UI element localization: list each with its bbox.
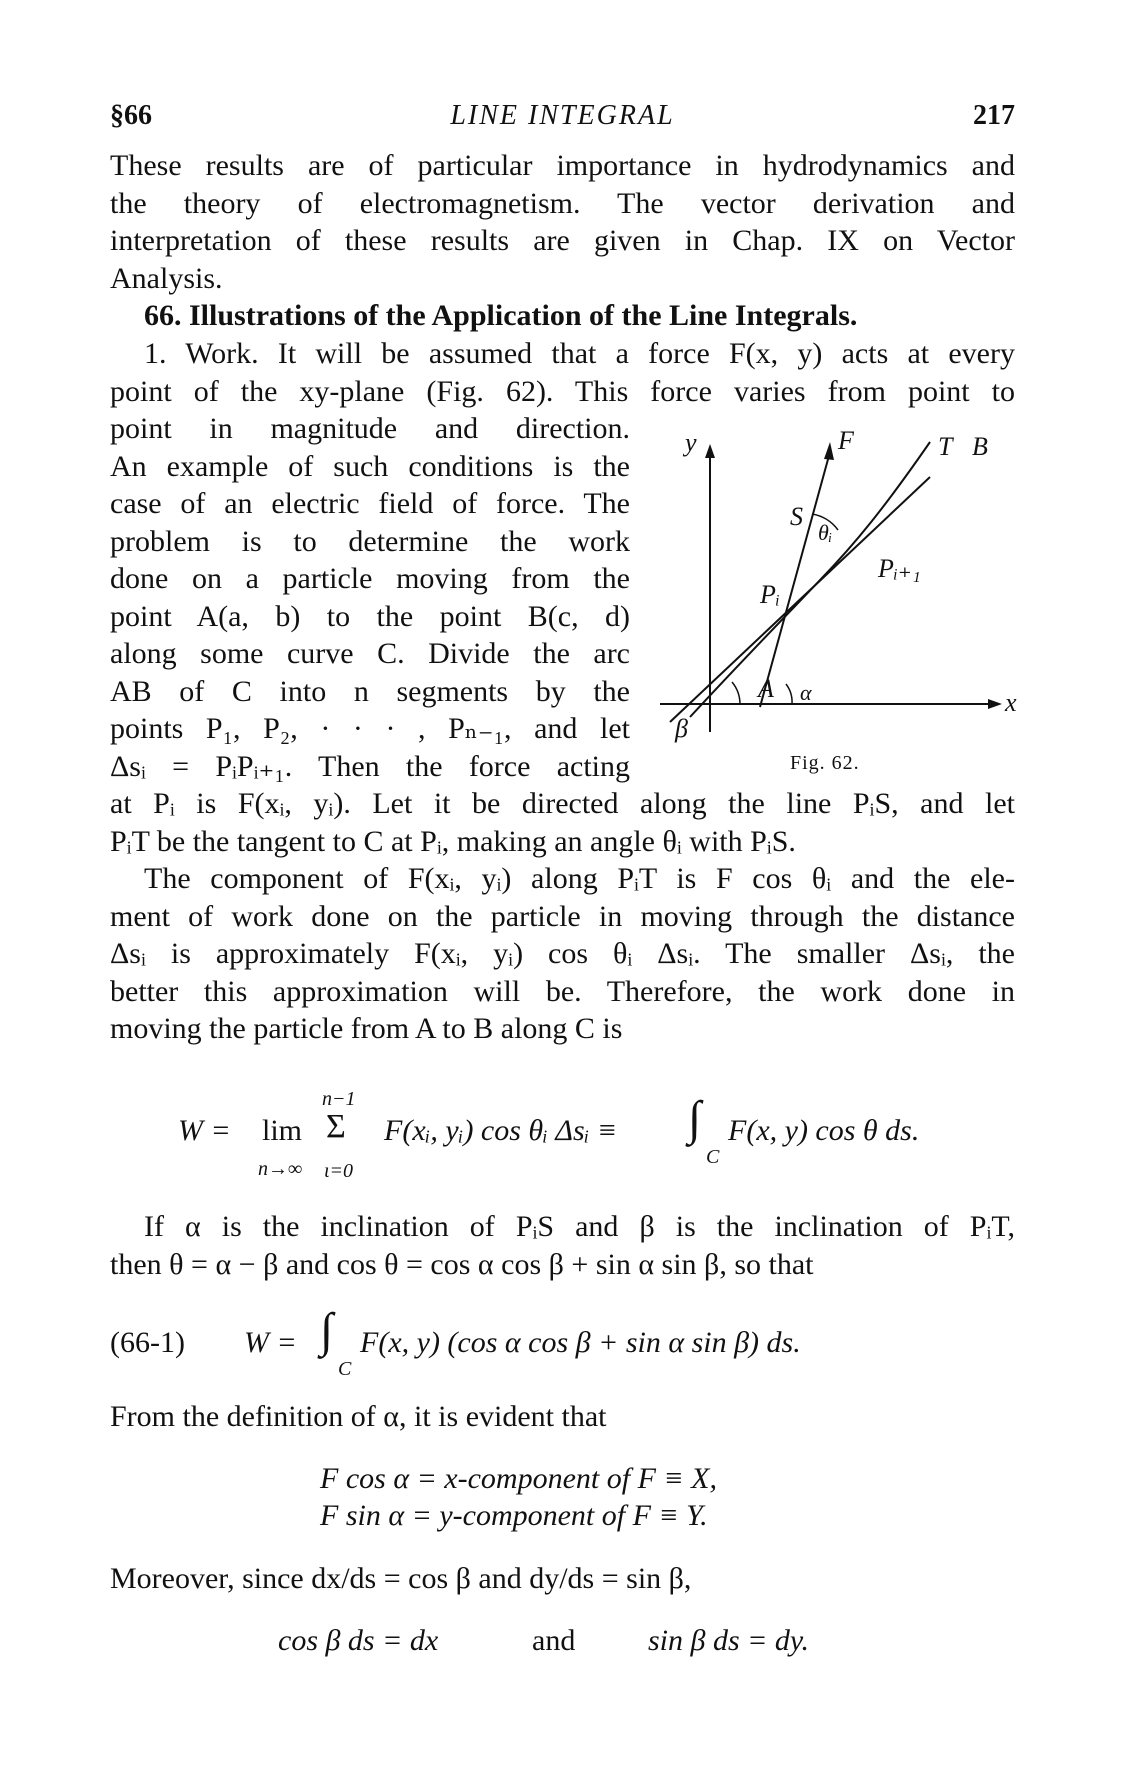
text-line: Δsᵢ is approximately F(xᵢ, yᵢ) cos θᵢ Δsᵢ. The smaller Δsᵢ, the — [110, 937, 1015, 970]
text-line: point in magnitude and direction. — [110, 412, 630, 445]
text-line: ment of work done on the particle in moving through the distance — [110, 899, 1015, 933]
label-a: A — [758, 674, 774, 703]
eq3-line-2: F sin α = y-component of F ≡ Y. — [320, 1499, 708, 1532]
text-line: problem is to determine the work — [110, 524, 630, 558]
force-diagram — [640, 432, 1020, 752]
eq4-right: sin β ds = dy. — [648, 1624, 810, 1657]
eq1-sum-top: n−1 — [322, 1088, 356, 1110]
text-line: An example of such conditions is the — [110, 449, 630, 483]
eq1-lim: lim — [262, 1114, 303, 1147]
text-line: done on a particle moving from the — [110, 562, 630, 595]
if-paragraph — [110, 1208, 1015, 1283]
eq1-sum-icon: Σ — [326, 1108, 346, 1145]
text-line: 1. Work. It will be assumed that a force F(x, y) acts at every — [144, 337, 1015, 370]
intro-paragraph — [110, 147, 1015, 297]
text-line: then θ = α − β and cos θ = cos α cos β + sin α sin β, so that — [110, 1247, 814, 1281]
from-line: From the definition of α, it is evident that — [110, 1400, 607, 1433]
text-line: moving the particle from A to B along C is — [110, 1012, 623, 1045]
figure-62 — [640, 426, 1020, 792]
text-line: PᵢT be the tangent to C at Pᵢ, making an angle θᵢ with PᵢS. — [110, 824, 796, 858]
text-line: AB of C into n segments by the — [110, 674, 630, 708]
alpha-arc — [786, 684, 792, 704]
work-paragraph — [110, 335, 1015, 410]
eq2-rhs: F(x, y) (cos α cos β + sin α sin β) ds. — [360, 1326, 801, 1359]
eq1-int-sub: C — [706, 1146, 720, 1168]
text-line: Δsᵢ = PᵢPᵢ₊₁. Then the force acting — [110, 749, 630, 783]
force-arrow-icon — [824, 442, 834, 460]
eq2-lhs: W = — [244, 1326, 297, 1359]
eq4-left: cos β ds = dx — [278, 1624, 439, 1657]
moreover-line: Moreover, since dx/ds = cos β and dy/ds = sin β, — [110, 1562, 692, 1595]
eq1-rhs: F(x, y) cos θ ds. — [728, 1114, 920, 1147]
label-theta: θᵢ — [818, 520, 833, 545]
text-line: Analysis. — [110, 261, 223, 295]
eq1-integral-icon: ∫ — [688, 1092, 702, 1145]
text-line: point A(a, b) to the point B(c, d) — [110, 599, 630, 633]
page-number: 217 — [973, 100, 1015, 131]
label-x: x — [1005, 688, 1017, 717]
beta-arc — [732, 682, 740, 704]
text-line: at Pᵢ is F(xᵢ, yᵢ). Let it be directed along the line PᵢS, and let — [110, 787, 1015, 820]
wrapped-paragraph — [110, 410, 630, 785]
label-beta: β — [675, 714, 688, 743]
label-s: S — [790, 502, 803, 531]
eq2-integral-icon: ∫ — [320, 1304, 334, 1357]
y-axis-arrow-icon — [705, 444, 715, 458]
text-line: The component of F(xᵢ, yᵢ) along PᵢT is F cos θᵢ and the ele- — [144, 862, 1015, 895]
text-line: point of the xy-plane (Fig. 62). This force varies from point to — [110, 374, 1015, 408]
eq1-lhs: W = — [178, 1114, 231, 1147]
eq1-lim-sub: n→∞ — [258, 1158, 303, 1180]
component-paragraph — [110, 860, 1015, 1048]
after-figure-paragraph — [110, 785, 1015, 860]
eq3-line-1: F cos α = x-component of F ≡ X, — [320, 1462, 717, 1495]
text-line: the theory of electromagnetism. The vector derivation and — [110, 186, 1015, 220]
label-f: F — [838, 426, 854, 455]
text-line: better this approximation will be. Therefore, the work done in — [110, 974, 1015, 1008]
label-y: y — [685, 428, 697, 457]
running-title: LINE INTEGRAL — [450, 100, 675, 131]
running-header — [110, 100, 1015, 140]
eq2-number: (66-1) — [110, 1326, 185, 1359]
label-b: B — [972, 432, 988, 461]
eq2-int-sub: C — [338, 1358, 352, 1380]
text-line: points P₁, P₂, · · · , Pₙ₋₁, and let — [110, 712, 630, 745]
text-line: If α is the inclination of PᵢS and β is the inclination of PᵢT, — [144, 1210, 1015, 1243]
section-number: §66 — [110, 100, 152, 131]
eq1-body: F(xᵢ, yᵢ) cos θᵢ Δsᵢ ≡ — [384, 1114, 618, 1147]
figure-caption: Fig. 62. — [790, 752, 860, 774]
text-line: case of an electric field of force. The — [110, 487, 630, 520]
label-p: Pᵢ — [760, 580, 780, 609]
label-t: T — [938, 432, 953, 461]
label-p-next: Pᵢ₊₁ — [878, 554, 921, 583]
eq4-mid: and — [532, 1624, 576, 1657]
x-axis-arrow-icon — [988, 699, 1002, 709]
text-line: interpretation of these results are given in Chap. IX on Vector — [110, 224, 1015, 257]
label-alpha: α — [800, 680, 812, 705]
section-heading: 66. Illustrations of the Application of the Line Integrals. — [144, 299, 858, 332]
eq1-sum-bottom: ι=0 — [324, 1160, 354, 1182]
text-line: These results are of particular importance in hydrodynamics and — [110, 149, 1015, 182]
text-line: along some curve C. Divide the arc — [110, 637, 630, 670]
